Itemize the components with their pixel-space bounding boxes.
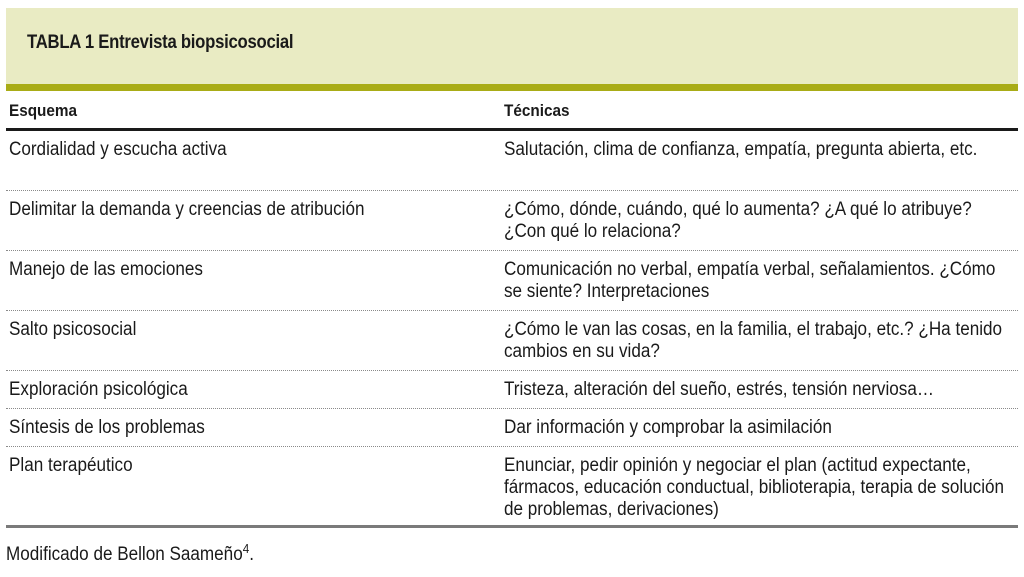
cell-techniques: Dar información y comprobar la asimilación [504, 417, 832, 438]
table-row [6, 131, 1018, 191]
table-row [6, 191, 1018, 251]
table-footnote [6, 541, 254, 566]
cell-schema: Cordialidad y escucha activa [9, 139, 227, 160]
cell-schema: Síntesis de los problemas [9, 417, 205, 438]
cell-schema: Manejo de las emociones [9, 259, 203, 280]
table-title: TABLA 1 Entrevista biopsicosocial [27, 32, 294, 53]
table-header-row [6, 91, 1018, 131]
cell-techniques: Enunciar, pedir opinión y negociar el plan (actitud expectante, fármacos, educación conductual, biblioterapia, terapia de solución de problemas, derivaciones) [504, 455, 1005, 520]
table-row [6, 251, 1018, 311]
cell-schema: Plan terapéutico [9, 455, 133, 476]
cell-schema: Salto psicosocial [9, 319, 137, 340]
table-row [6, 409, 1018, 447]
cell-techniques: ¿Cómo le van las cosas, en la familia, el trabajo, etc.? ¿Ha tenido cambios en su vida? [504, 319, 1003, 362]
title-rule [6, 84, 1018, 91]
footnote-ref: 4 [242, 541, 250, 556]
cell-techniques: Salutación, clima de confianza, empatía, pregunta abierta, etc. [504, 139, 978, 160]
cell-techniques: Tristeza, alteración del sueño, estrés, tensión nerviosa… [504, 379, 934, 400]
cell-schema: Exploración psicológica [9, 379, 188, 400]
header-schema: Esquema [9, 101, 78, 120]
cell-techniques: ¿Cómo, dónde, cuándo, qué lo aumenta? ¿A qué lo atribuye? ¿Con qué lo relaciona? [504, 199, 972, 242]
table-row [6, 311, 1018, 371]
footnote-suffix: . [249, 544, 254, 565]
cell-schema: Delimitar la demanda y creencias de atribución [9, 199, 365, 220]
cell-techniques: Comunicación no verbal, empatía verbal, señalamientos. ¿Cómo se siente? Interpretaciones [504, 259, 996, 302]
table-row [6, 371, 1018, 409]
footnote-text: Modificado de Bellon Saameño [6, 544, 243, 565]
table-title-band [6, 8, 1018, 84]
header-techniques: Técnicas [504, 101, 570, 120]
table-row [6, 447, 1018, 528]
biopsychosocial-table [6, 8, 1018, 528]
